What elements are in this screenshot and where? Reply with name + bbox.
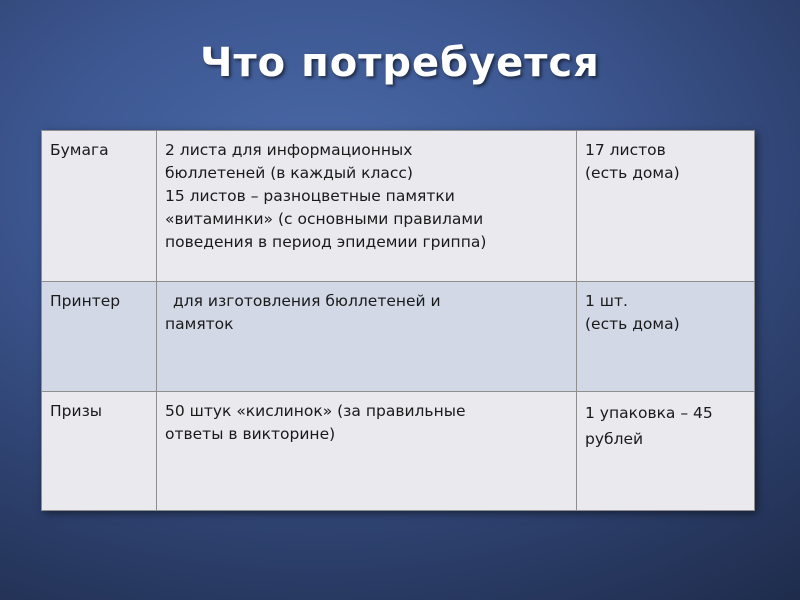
requirements-table [41,130,755,511]
description-line: «витаминки» (с основными правилами [165,210,484,228]
quantity-line: рублей [585,430,644,448]
description-line: бюллетеней (в каждый класс) [165,164,413,182]
description-line: поведения в период эпидемии гриппа) [165,233,487,251]
item-name: Бумага [50,141,109,159]
quantity-cell [577,392,755,511]
description-cell [157,131,577,282]
quantity-line: (есть дома) [585,315,680,333]
quantity-line: 17 листов [585,141,666,159]
item-name: Призы [50,402,103,420]
item-cell [42,392,157,511]
description-cell [157,392,577,511]
quantity-line: (есть дома) [585,164,680,182]
item-name: Принтер [50,292,121,310]
quantity-cell [577,131,755,282]
table-row [42,392,755,511]
description-line: памяток [165,315,234,333]
quantity-cell [577,282,755,392]
description-line: 50 штук «кислинок» (за правильные [165,402,466,420]
table-row [42,131,755,282]
description-line: для изготовления бюллетеней и [173,292,441,310]
description-line: 15 листов – разноцветные памятки [165,187,455,205]
description-cell [157,282,577,392]
quantity-line: 1 упаковка – 45 [585,404,713,422]
requirements-table-container [41,130,754,510]
description-line: 2 листа для информационных [165,141,413,159]
item-cell [42,131,157,282]
item-cell [42,282,157,392]
table-row [42,282,755,392]
description-line: ответы в викторине) [165,425,336,443]
quantity-line: 1 шт. [585,292,628,310]
slide-title: Что потребуется [200,40,600,86]
